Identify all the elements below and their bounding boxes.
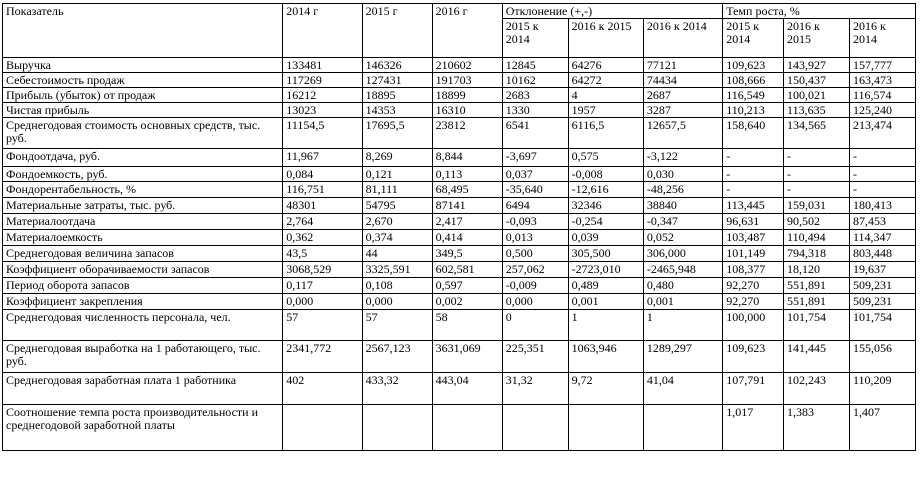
cell-growth-2016-vs-2015: 102,243 (784, 373, 850, 405)
cell-growth-2015-vs-2014: 101,149 (723, 246, 784, 262)
cell-value-2014: 13023 (283, 103, 362, 118)
indicators-table (2, 3, 916, 451)
cell-growth-2016-vs-2014: - (849, 167, 915, 182)
table-row (3, 58, 916, 73)
cell-growth-2016-vs-2014: - (849, 149, 915, 167)
cell-value-2014: 11154,5 (283, 118, 362, 149)
cell-growth-2016-vs-2014: 180,413 (849, 198, 915, 214)
cell-indicator: Фондорентабельность, % (3, 182, 283, 198)
cell-value-2015: 0,108 (362, 278, 432, 294)
cell-indicator: Коэффициент закрепления (3, 294, 283, 310)
cell-value-2015: 44 (362, 246, 432, 262)
cell-value-2016 (432, 405, 502, 451)
cell-dev-2016-vs-2015: 0,575 (568, 149, 643, 167)
cell-dev-2016-vs-2014: -0,347 (643, 214, 722, 230)
header-growth-2016-vs-2014: 2016 к 2014 (849, 19, 915, 58)
cell-indicator: Фондоотдача, руб. (3, 149, 283, 167)
cell-growth-2016-vs-2015: 143,927 (784, 58, 850, 73)
cell-growth-2016-vs-2015: 110,494 (784, 230, 850, 246)
cell-growth-2016-vs-2015: 150,437 (784, 73, 850, 88)
cell-growth-2016-vs-2014: 509,231 (849, 294, 915, 310)
cell-value-2015: 127431 (362, 73, 432, 88)
cell-indicator: Период оборота запасов (3, 278, 283, 294)
cell-dev-2015-vs-2014: 1330 (502, 103, 568, 118)
cell-growth-2016-vs-2015: 113,635 (784, 103, 850, 118)
cell-value-2015: 2,670 (362, 214, 432, 230)
cell-dev-2016-vs-2014: 3287 (643, 103, 722, 118)
cell-indicator: Себестоимость продаж (3, 73, 283, 88)
cell-value-2015: 18895 (362, 88, 432, 103)
cell-growth-2015-vs-2014: 92,270 (723, 278, 784, 294)
cell-dev-2015-vs-2014: -35,640 (502, 182, 568, 198)
cell-dev-2016-vs-2015 (568, 405, 643, 451)
cell-dev-2015-vs-2014: 0 (502, 310, 568, 341)
cell-dev-2016-vs-2014: 0,030 (643, 167, 722, 182)
cell-growth-2016-vs-2015: 100,021 (784, 88, 850, 103)
cell-value-2016: 191703 (432, 73, 502, 88)
cell-indicator: Среднегодовая величина запасов (3, 246, 283, 262)
cell-value-2014: 0,362 (283, 230, 362, 246)
cell-value-2014: 57 (283, 310, 362, 341)
table-row (3, 262, 916, 278)
cell-growth-2015-vs-2014: - (723, 182, 784, 198)
cell-growth-2016-vs-2014: 803,448 (849, 246, 915, 262)
cell-growth-2016-vs-2015: - (784, 149, 850, 167)
cell-dev-2015-vs-2014: 225,351 (502, 341, 568, 373)
cell-growth-2015-vs-2014: 110,213 (723, 103, 784, 118)
cell-growth-2016-vs-2015: 141,445 (784, 341, 850, 373)
cell-dev-2015-vs-2014: -0,009 (502, 278, 568, 294)
cell-growth-2016-vs-2014: 155,056 (849, 341, 915, 373)
cell-dev-2015-vs-2014: 0,500 (502, 246, 568, 262)
table-row (3, 310, 916, 341)
cell-dev-2015-vs-2014: 12845 (502, 58, 568, 73)
cell-growth-2016-vs-2014: 116,574 (849, 88, 915, 103)
cell-value-2015: 8,269 (362, 149, 432, 167)
cell-dev-2016-vs-2015: 1063,946 (568, 341, 643, 373)
table-row (3, 88, 916, 103)
cell-dev-2016-vs-2015: -0,254 (568, 214, 643, 230)
cell-dev-2015-vs-2014 (502, 405, 568, 451)
cell-value-2015: 0,000 (362, 294, 432, 310)
cell-value-2016: 16310 (432, 103, 502, 118)
cell-indicator: Прибыль (убыток) от продаж (3, 88, 283, 103)
cell-growth-2015-vs-2014: 108,666 (723, 73, 784, 88)
cell-value-2014: 0,117 (283, 278, 362, 294)
cell-dev-2016-vs-2015: 0,039 (568, 230, 643, 246)
cell-growth-2016-vs-2015: 18,120 (784, 262, 850, 278)
cell-dev-2016-vs-2014: 38840 (643, 198, 722, 214)
cell-indicator: Коэффициент оборачиваемости запасов (3, 262, 283, 278)
table-row (3, 294, 916, 310)
header-dev-2016-vs-2015: 2016 к 2015 (568, 19, 643, 58)
cell-value-2016: 0,002 (432, 294, 502, 310)
cell-value-2016: 58 (432, 310, 502, 341)
cell-dev-2016-vs-2015: -0,008 (568, 167, 643, 182)
cell-indicator: Среднегодовая численность персонала, чел. (3, 310, 283, 341)
cell-dev-2015-vs-2014: 0,000 (502, 294, 568, 310)
cell-indicator: Материалоемкость (3, 230, 283, 246)
cell-dev-2016-vs-2014: 0,052 (643, 230, 722, 246)
cell-growth-2015-vs-2014: 96,631 (723, 214, 784, 230)
cell-growth-2016-vs-2014: 509,231 (849, 278, 915, 294)
cell-growth-2016-vs-2015: - (784, 167, 850, 182)
header-year-2014: 2014 г (283, 4, 362, 58)
cell-growth-2016-vs-2014: 125,240 (849, 103, 915, 118)
cell-dev-2016-vs-2015: 305,500 (568, 246, 643, 262)
cell-dev-2016-vs-2014: 1289,297 (643, 341, 722, 373)
cell-indicator: Чистая прибыль (3, 103, 283, 118)
header-growth-rate: Темп роста, % (723, 4, 916, 19)
cell-value-2016: 443,04 (432, 373, 502, 405)
cell-value-2016: 0,414 (432, 230, 502, 246)
cell-dev-2016-vs-2014: 74434 (643, 73, 722, 88)
cell-growth-2016-vs-2015: 159,031 (784, 198, 850, 214)
cell-value-2014: 116,751 (283, 182, 362, 198)
cell-value-2014: 402 (283, 373, 362, 405)
table-row (3, 278, 916, 294)
cell-growth-2016-vs-2014: 110,209 (849, 373, 915, 405)
cell-growth-2015-vs-2014: 113,445 (723, 198, 784, 214)
cell-dev-2016-vs-2015: 32346 (568, 198, 643, 214)
cell-dev-2015-vs-2014: 6494 (502, 198, 568, 214)
cell-growth-2015-vs-2014: 116,549 (723, 88, 784, 103)
cell-growth-2016-vs-2015: 551,891 (784, 294, 850, 310)
cell-growth-2016-vs-2015: 101,754 (784, 310, 850, 341)
header-dev-2016-vs-2014: 2016 к 2014 (643, 19, 722, 58)
cell-dev-2015-vs-2014: 0,013 (502, 230, 568, 246)
cell-dev-2016-vs-2014: -2465,948 (643, 262, 722, 278)
table-row (3, 73, 916, 88)
cell-value-2015: 57 (362, 310, 432, 341)
cell-dev-2016-vs-2015: -12,616 (568, 182, 643, 198)
cell-value-2014: 133481 (283, 58, 362, 73)
cell-value-2015: 14353 (362, 103, 432, 118)
table-row (3, 167, 916, 182)
header-deviation: Отклонение (+,-) (502, 4, 723, 19)
cell-value-2014: 0,000 (283, 294, 362, 310)
cell-value-2014 (283, 405, 362, 451)
cell-value-2016: 3631,069 (432, 341, 502, 373)
cell-value-2016: 349,5 (432, 246, 502, 262)
cell-value-2016: 0,113 (432, 167, 502, 182)
cell-dev-2016-vs-2015: 0,001 (568, 294, 643, 310)
cell-indicator: Среднегодовая выработка на 1 работающего, тыс. руб. (3, 341, 283, 373)
cell-dev-2016-vs-2014: 12657,5 (643, 118, 722, 149)
cell-value-2015: 3325,591 (362, 262, 432, 278)
cell-value-2015: 0,374 (362, 230, 432, 246)
cell-value-2015: 146326 (362, 58, 432, 73)
cell-growth-2016-vs-2015: - (784, 182, 850, 198)
cell-growth-2016-vs-2014: 213,474 (849, 118, 915, 149)
cell-dev-2016-vs-2014: 1 (643, 310, 722, 341)
cell-growth-2015-vs-2014: - (723, 149, 784, 167)
cell-growth-2016-vs-2014: 114,347 (849, 230, 915, 246)
cell-dev-2015-vs-2014: -3,697 (502, 149, 568, 167)
cell-value-2015 (362, 405, 432, 451)
cell-growth-2015-vs-2014: 103,487 (723, 230, 784, 246)
cell-growth-2015-vs-2014: 109,623 (723, 341, 784, 373)
cell-dev-2016-vs-2015: 0,489 (568, 278, 643, 294)
cell-value-2014: 2341,772 (283, 341, 362, 373)
cell-growth-2015-vs-2014: 107,791 (723, 373, 784, 405)
cell-dev-2016-vs-2014: 0,480 (643, 278, 722, 294)
cell-value-2016: 18899 (432, 88, 502, 103)
table-row (3, 341, 916, 373)
cell-growth-2015-vs-2014: 108,377 (723, 262, 784, 278)
cell-value-2016: 68,495 (432, 182, 502, 198)
cell-dev-2016-vs-2015: -2723,010 (568, 262, 643, 278)
table-row (3, 182, 916, 198)
cell-growth-2015-vs-2014: - (723, 167, 784, 182)
cell-value-2014: 3068,529 (283, 262, 362, 278)
cell-indicator: Материалоотдача (3, 214, 283, 230)
table-row (3, 149, 916, 167)
cell-dev-2015-vs-2014: 10162 (502, 73, 568, 88)
cell-growth-2016-vs-2015: 551,891 (784, 278, 850, 294)
cell-indicator: Соотношение темпа роста производительности и среднегодовой заработной платы (3, 405, 283, 451)
cell-growth-2016-vs-2014: 87,453 (849, 214, 915, 230)
cell-value-2014: 117269 (283, 73, 362, 88)
cell-growth-2015-vs-2014: 1,017 (723, 405, 784, 451)
cell-value-2016: 2,417 (432, 214, 502, 230)
cell-value-2016: 23812 (432, 118, 502, 149)
cell-value-2016: 602,581 (432, 262, 502, 278)
cell-dev-2015-vs-2014: 257,062 (502, 262, 568, 278)
cell-value-2016: 8,844 (432, 149, 502, 167)
cell-indicator: Материальные затраты, тыс. руб. (3, 198, 283, 214)
cell-dev-2016-vs-2014: 2687 (643, 88, 722, 103)
cell-value-2014: 2,764 (283, 214, 362, 230)
cell-growth-2016-vs-2014: 101,754 (849, 310, 915, 341)
cell-dev-2016-vs-2015: 6116,5 (568, 118, 643, 149)
cell-dev-2016-vs-2015: 1957 (568, 103, 643, 118)
cell-growth-2016-vs-2014: 1,407 (849, 405, 915, 451)
cell-value-2015: 54795 (362, 198, 432, 214)
header-row-1 (3, 4, 916, 19)
cell-dev-2016-vs-2014 (643, 405, 722, 451)
cell-value-2015: 81,111 (362, 182, 432, 198)
cell-growth-2016-vs-2015: 90,502 (784, 214, 850, 230)
header-growth-2016-vs-2015: 2016 к 2015 (784, 19, 850, 58)
cell-growth-2016-vs-2015: 134,565 (784, 118, 850, 149)
cell-growth-2016-vs-2014: - (849, 182, 915, 198)
cell-indicator: Выручка (3, 58, 283, 73)
cell-value-2015: 17695,5 (362, 118, 432, 149)
cell-value-2015: 2567,123 (362, 341, 432, 373)
cell-dev-2016-vs-2015: 64276 (568, 58, 643, 73)
table-body (3, 58, 916, 451)
table-row (3, 198, 916, 214)
header-year-2016: 2016 г (432, 4, 502, 58)
cell-value-2014: 0,084 (283, 167, 362, 182)
table-row (3, 118, 916, 149)
cell-value-2014: 48301 (283, 198, 362, 214)
cell-dev-2015-vs-2014: 6541 (502, 118, 568, 149)
cell-value-2016: 0,597 (432, 278, 502, 294)
cell-growth-2015-vs-2014: 92,270 (723, 294, 784, 310)
cell-value-2016: 87141 (432, 198, 502, 214)
header-year-2015: 2015 г (362, 4, 432, 58)
table-row (3, 230, 916, 246)
table-row (3, 246, 916, 262)
cell-dev-2016-vs-2014: 0,001 (643, 294, 722, 310)
table-row (3, 405, 916, 451)
header-growth-2015-vs-2014: 2015 к 2014 (723, 19, 784, 58)
cell-dev-2015-vs-2014: 0,037 (502, 167, 568, 182)
cell-dev-2015-vs-2014: 2683 (502, 88, 568, 103)
cell-dev-2016-vs-2015: 9,72 (568, 373, 643, 405)
cell-value-2014: 16212 (283, 88, 362, 103)
table-row (3, 214, 916, 230)
cell-value-2014: 11,967 (283, 149, 362, 167)
cell-dev-2015-vs-2014: -0,093 (502, 214, 568, 230)
cell-dev-2016-vs-2014: -3,122 (643, 149, 722, 167)
cell-dev-2015-vs-2014: 31,32 (502, 373, 568, 405)
cell-indicator: Среднегодовая заработная плата 1 работника (3, 373, 283, 405)
header-indicator: Показатель (3, 4, 283, 58)
cell-dev-2016-vs-2014: -48,256 (643, 182, 722, 198)
table-row (3, 373, 916, 405)
cell-dev-2016-vs-2015: 4 (568, 88, 643, 103)
cell-growth-2016-vs-2015: 1,383 (784, 405, 850, 451)
cell-dev-2016-vs-2015: 64272 (568, 73, 643, 88)
cell-growth-2015-vs-2014: 158,640 (723, 118, 784, 149)
cell-dev-2016-vs-2014: 306,000 (643, 246, 722, 262)
table-row (3, 103, 916, 118)
cell-value-2016: 210602 (432, 58, 502, 73)
cell-dev-2016-vs-2014: 77121 (643, 58, 722, 73)
cell-value-2014: 43,5 (283, 246, 362, 262)
cell-growth-2015-vs-2014: 100,000 (723, 310, 784, 341)
cell-growth-2016-vs-2014: 157,777 (849, 58, 915, 73)
cell-growth-2015-vs-2014: 109,623 (723, 58, 784, 73)
cell-growth-2016-vs-2015: 794,318 (784, 246, 850, 262)
cell-indicator: Фондоемкость, руб. (3, 167, 283, 182)
cell-dev-2016-vs-2015: 1 (568, 310, 643, 341)
cell-indicator: Среднегодовая стоимость основных средств, тыс. руб. (3, 118, 283, 149)
cell-value-2015: 0,121 (362, 167, 432, 182)
cell-value-2015: 433,32 (362, 373, 432, 405)
cell-dev-2016-vs-2014: 41,04 (643, 373, 722, 405)
cell-growth-2016-vs-2014: 163,473 (849, 73, 915, 88)
header-dev-2015-vs-2014: 2015 к 2014 (502, 19, 568, 58)
cell-growth-2016-vs-2014: 19,637 (849, 262, 915, 278)
